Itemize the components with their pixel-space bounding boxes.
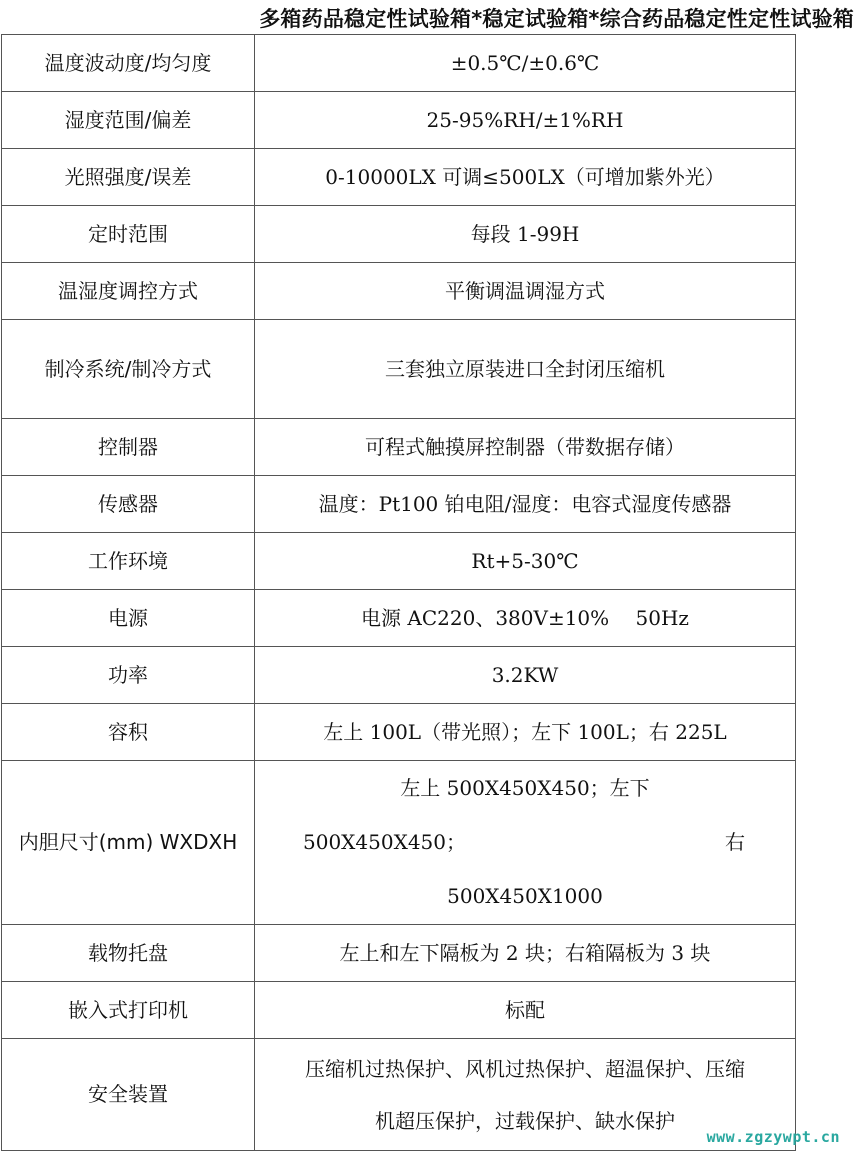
row-value: ±0.5℃/±0.6℃ [255,35,796,92]
watermark: www.zgzywpt.cn [706,1128,840,1146]
row-label: 湿度范围/偏差 [2,92,255,149]
page-title: 多箱药品稳定性试验箱*稳定试验箱*综合药品稳定性定性试验箱 [259,7,854,31]
table-row [2,419,796,476]
row-value: 平衡调温调湿方式 [255,263,796,320]
row-label: 控制器 [2,419,255,476]
spec-table [1,34,796,1151]
table-row [2,92,796,149]
row-value: 电源 AC220、380V±10% 50Hz [255,590,796,647]
row-label: 内胆尺寸(mm) WXDXH [2,761,255,925]
table-row [2,925,796,982]
row-label: 嵌入式打印机 [2,982,255,1039]
table-row [2,647,796,704]
row-value: 左上和左下隔板为 2 块；右箱隔板为 3 块 [255,925,796,982]
table-row [2,35,796,92]
row-label: 容积 [2,704,255,761]
row-label: 光照强度/误差 [2,149,255,206]
table-row [2,1039,796,1151]
dimension-line: 右 [725,829,745,854]
row-label: 电源 [2,590,255,647]
row-value: 3.2KW [255,647,796,704]
row-value: Rt+5-30℃ [255,533,796,590]
table-row [2,149,796,206]
safety-line: 压缩机过热保护、风机过热保护、超温保护、压缩 [305,1056,745,1081]
table-row [2,206,796,263]
dimension-line: 500X450X1000 [447,883,603,908]
row-label: 传感器 [2,476,255,533]
row-label: 温度波动度/均匀度 [2,35,255,92]
table-row [2,263,796,320]
dimension-line: 500X450X450； [303,829,466,854]
row-label: 制冷系统/制冷方式 [2,320,255,419]
table-row [2,476,796,533]
row-value: 可程式触摸屏控制器（带数据存储） [255,419,796,476]
table-row [2,704,796,761]
row-label: 载物托盘 [2,925,255,982]
row-label: 温湿度调控方式 [2,263,255,320]
row-label: 定时范围 [2,206,255,263]
dimension-value-block [255,762,795,924]
row-value: 标配 [255,982,796,1039]
table-row [2,982,796,1039]
row-label: 工作环境 [2,533,255,590]
table-row [2,533,796,590]
safety-line: 机超压保护，过载保护、缺水保护 [375,1108,675,1133]
row-value: 0-10000LX 可调≤500LX（可增加紫外光） [255,149,796,206]
table-row [2,590,796,647]
dimension-line: 左上 500X450X450；左下 [400,775,650,800]
row-value: 温度：Pt100 铂电阻/湿度：电容式湿度传感器 [255,476,796,533]
row-value: 左上 100L（带光照）；左下 100L；右 225L [255,704,796,761]
row-value: 每段 1-99H [255,206,796,263]
row-label: 功率 [2,647,255,704]
row-value [255,761,796,925]
table-row [2,761,796,925]
row-value: 25-95%RH/±1%RH [255,92,796,149]
table-row [2,320,796,419]
row-value: 三套独立原装进口全封闭压缩机 [255,320,796,419]
row-label: 安全装置 [2,1039,255,1151]
